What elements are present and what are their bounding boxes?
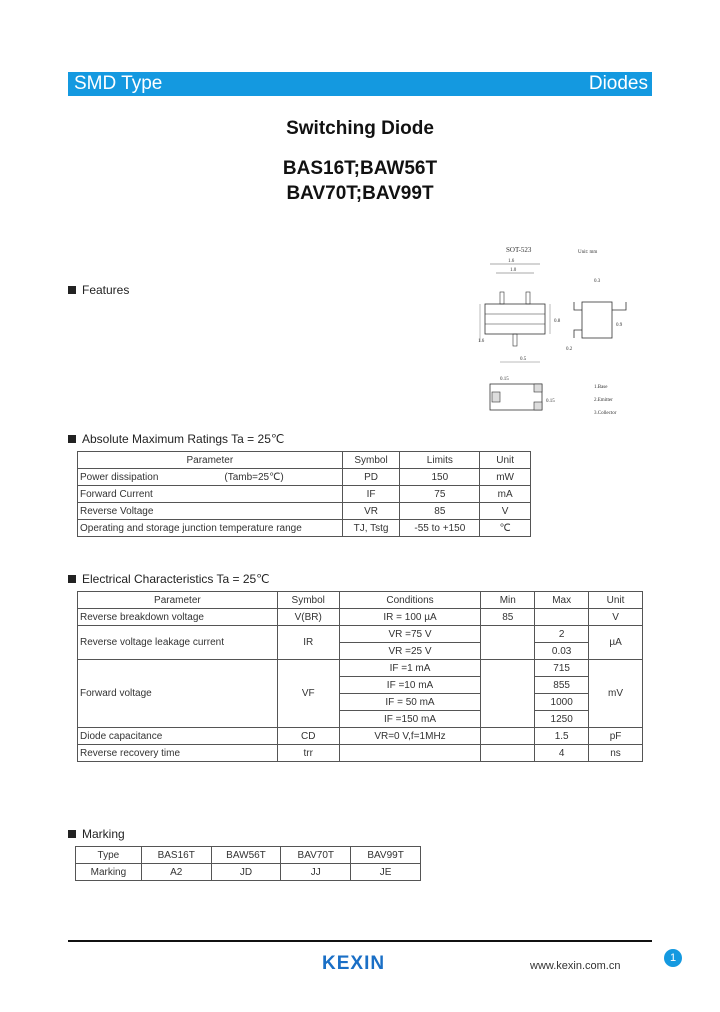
table-row: Operating and storage junction temperature range TJ, Tstg -55 to +150 ℃ — [78, 520, 531, 537]
part-numbers-line1: BAS16T;BAW56T — [282, 158, 438, 179]
svg-text:1.0: 1.0 — [510, 268, 517, 273]
table-row: IF =150 mA 1250 — [78, 711, 643, 728]
table-row: Reverse breakdown voltage V(BR) IR = 100 µA 85 V — [78, 609, 643, 626]
absolute-maximum-ratings-table — [77, 451, 531, 537]
header-bar — [68, 72, 652, 96]
bullet-square-icon — [68, 435, 76, 443]
table-row: IF = 50 mA 1000 — [78, 694, 643, 711]
section-absolute-maximum-ratings: Absolute Maximum Ratings Ta = 25℃ — [68, 432, 284, 446]
table-row: Reverse voltage leakage current IR VR =75 V 2 µA — [78, 626, 643, 643]
package-unit: Unit: mm — [578, 250, 598, 255]
pin-2-label: 2.Emitter — [594, 398, 613, 403]
company-logo: KEXIN — [322, 953, 386, 974]
svg-text:0.8: 0.8 — [554, 319, 561, 324]
table-row: Reverse Voltage VR 85 V — [78, 503, 531, 520]
package-outline-drawing — [470, 242, 652, 424]
table-row: Type BAS16T BAW56T BAV70T BAV99T — [76, 847, 421, 864]
svg-text:1.6: 1.6 — [478, 339, 485, 344]
electrical-characteristics-table — [77, 591, 643, 762]
page-title: Switching Diode — [286, 118, 434, 139]
svg-text:1.6: 1.6 — [508, 259, 515, 264]
table-row: VR =25 V 0.03 — [78, 643, 643, 660]
pin-3-label: 3.Collector — [594, 411, 617, 416]
bullet-square-icon — [68, 286, 76, 294]
package-name: SOT-523 — [506, 246, 532, 254]
bullet-square-icon — [68, 830, 76, 838]
header-product-type: Diodes — [588, 73, 648, 94]
table-row: Power dissipation (Tamb=25℃) PD 150 mW — [78, 469, 531, 486]
svg-text:0.2: 0.2 — [566, 347, 573, 352]
section-features: Features — [68, 283, 129, 297]
section-electrical-characteristics: Electrical Characteristics Ta = 25℃ — [68, 572, 270, 586]
svg-text:0.5: 0.5 — [520, 357, 527, 362]
pin-1-label: 1.Base — [594, 385, 608, 390]
table-row: Forward voltage VF IF =1 mA 715 mV — [78, 660, 643, 677]
svg-text:0.3: 0.3 — [594, 279, 601, 284]
table-row: Reverse recovery time trr 4 ns — [78, 745, 643, 762]
section-marking: Marking — [68, 827, 125, 841]
svg-text:0.9: 0.9 — [616, 323, 623, 328]
table-row: Forward Current IF 75 mA — [78, 486, 531, 503]
marking-table — [75, 846, 421, 881]
table-row: Diode capacitance CD VR=0 V,f=1MHz 1.5 pF — [78, 728, 643, 745]
table-row: Marking A2 JD JJ JE — [76, 864, 421, 881]
page-number: 1 — [664, 949, 682, 967]
table-header-row: Parameter Symbol Conditions Min Max Unit — [78, 592, 643, 609]
header-category: SMD Type — [74, 73, 163, 94]
footer-divider — [68, 940, 652, 942]
svg-text:0.15: 0.15 — [546, 399, 555, 404]
company-url[interactable]: www.kexin.com.cn — [530, 960, 621, 972]
svg-text:0.15: 0.15 — [500, 377, 509, 382]
bullet-square-icon — [68, 575, 76, 583]
table-row: IF =10 mA 855 — [78, 677, 643, 694]
part-numbers-line2: BAV70T;BAV99T — [286, 183, 434, 204]
table-header-row: Parameter Symbol Limits Unit — [78, 452, 531, 469]
